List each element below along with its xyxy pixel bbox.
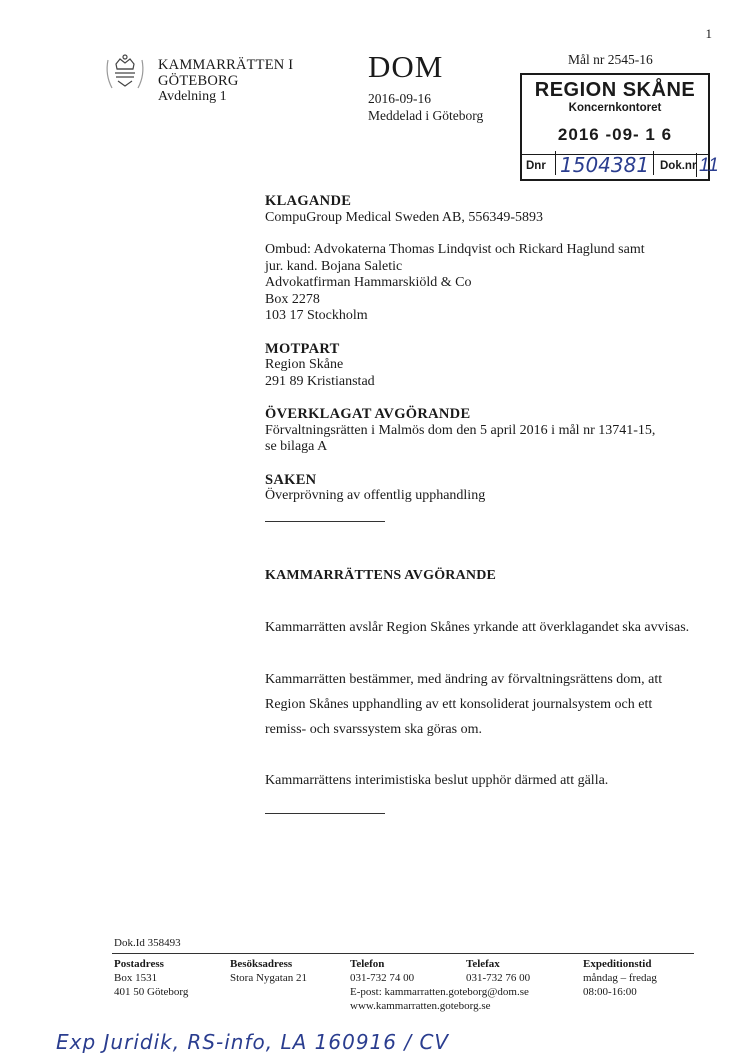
appellant-block [265,193,715,226]
case-number: Mål nr 2545-16 [568,52,653,67]
appealed-decision-heading: ÖVERKLAGAT AVGÖRANDE [265,406,471,422]
court-division: Avdelning 1 [158,89,227,104]
counsel-block [265,242,715,325]
appellant-name: CompuGroup Medical Sweden AB, 556349-5893 [265,209,544,225]
verdict-heading: KAMMARRÄTTENS AVGÖRANDE [265,568,497,583]
document-type: DOM [368,49,444,84]
stamp-organization: REGION SKÅNE [534,79,696,101]
stamp-dnr-row [522,153,719,179]
stamp-unit: Koncernkontoret [568,102,662,114]
received-stamp [520,73,719,181]
document-date: 2016-09-16 [368,91,431,106]
matter-text: Överprövning av offentlig upphandling [265,488,486,503]
verdict-p2-line3: remiss- och svarssystem ska göras om. [265,722,482,737]
handwritten-note: Exp Juridik, RS-info, LA 160916 / CV [56,1030,450,1054]
footer-fax-heading: Telefax [466,958,500,970]
respondent-city: 291 89 Kristianstad [265,373,375,389]
parties-section [265,193,715,522]
document-issued: Meddelad i Göteborg [368,108,484,123]
appealed-decision-block [265,406,715,456]
counsel-line1: Ombud: Advokaterna Thomas Lindqvist och Rickard Haglund samt [265,242,645,257]
footer-hours-line1: måndag – fredag [583,972,657,984]
verdict-p2-line2: Region Skånes upphandling av ett konsoliderat journalsystem och ett [265,697,653,712]
footer-hours [583,957,657,999]
matter-heading: SAKEN [265,471,317,488]
respondent-block [265,341,715,391]
footer-web: www.kammarratten.goteborg.se [350,1000,491,1012]
verdict-paragraph-2 [265,667,725,742]
footer-postal [114,957,188,999]
counsel-firm: Advokatfirman Hammarskiöld & Co [265,275,472,290]
appellant-heading: KLAGANDE [265,193,352,209]
crown-crest-icon [100,50,150,100]
footer-rule [112,953,694,954]
document-id: Dok.Id 358493 [114,937,181,949]
footer-visiting [230,957,307,985]
stamp-dnr-value: 1504381 [555,151,654,175]
page-number: 1 [705,26,712,41]
stamp-dok-value: 11 [696,153,719,177]
footer-phone-heading: Telefon [350,958,385,970]
footer-postal-heading: Postadress [114,958,164,970]
court-header [158,57,293,105]
document-date-block [368,90,483,124]
verdict-divider [265,813,385,814]
stamp-date: 2016 -09- 1 6 [557,125,673,144]
respondent-name: Region Skåne [265,357,344,372]
court-name-line1: KAMMARRÄTTEN I [158,57,294,73]
court-name-line2: GÖTEBORG [158,73,239,89]
footer-postal-line1: Box 1531 [114,972,158,984]
footer-postal-line2: 401 50 Göteborg [114,986,189,998]
verdict-paragraph-1: Kammarrätten avslår Region Skånes yrkande att överklagandet ska avvisas. [265,620,690,635]
counsel-box: Box 2278 [265,291,320,307]
verdict-p2-line1: Kammarrätten bestämmer, med ändring av förvaltningsrättens dom, att [265,672,663,687]
respondent-heading: MOTPART [265,340,340,357]
stamp-dok-label: Dok.nr [660,160,697,172]
footer-hours-heading: Expeditionstid [583,958,652,970]
matter-block [265,472,715,505]
footer-email: E-post: kammarratten.goteborg@dom.se [350,986,529,998]
appealed-decision-line1: Förvaltningsrätten i Malmös dom den 5 april 2016 i mål nr 13741-15, [265,422,656,438]
footer-fax [466,957,530,985]
counsel-city: 103 17 Stockholm [265,308,368,323]
appealed-decision-line2: se bilaga A [265,439,328,454]
counsel-line2: jur. kand. Bojana Saletic [265,258,403,274]
verdict-paragraph-3: Kammarrättens interimistiska beslut upphör därmed att gälla. [265,773,609,788]
stamp-dnr-label: Dnr [526,160,546,172]
footer-phone-line1: 031-732 74 00 [350,972,415,984]
footer-visiting-line1: Stora Nygatan 21 [230,972,307,984]
footer-visiting-heading: Besöksadress [230,958,293,970]
section-divider [265,521,385,522]
footer-hours-line2: 08:00-16:00 [583,986,637,998]
footer-fax-line1: 031-732 76 00 [466,972,531,984]
